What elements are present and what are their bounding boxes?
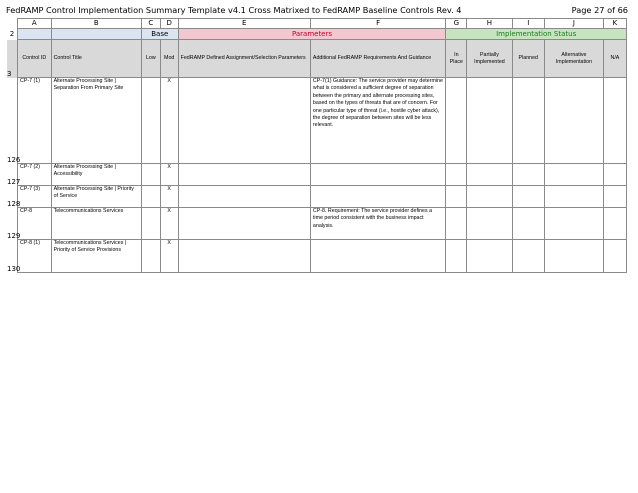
spreadsheet-table: [7, 18, 627, 273]
header-partially-implemented[interactable]: Partially Implemented: [467, 40, 512, 78]
cell-in-place[interactable]: [446, 78, 467, 164]
cell-low[interactable]: [141, 240, 160, 273]
cell-alternative-implementation[interactable]: [545, 78, 604, 164]
group-parameters[interactable]: Parameters: [178, 29, 446, 40]
cell-alternative-implementation[interactable]: [545, 208, 604, 240]
column-letter-j[interactable]: J: [545, 19, 604, 29]
column-letter-a[interactable]: A: [18, 19, 52, 29]
cell-planned[interactable]: [512, 208, 545, 240]
header-assignment-parameters[interactable]: FedRAMP Defined Assignment/Selection Parameters: [178, 40, 310, 78]
group-cell-blank[interactable]: [18, 29, 52, 40]
column-letter-row: [7, 19, 627, 29]
cell-control-id[interactable]: CP-7 (2): [18, 164, 52, 186]
cell-control-id[interactable]: CP-8 (1): [18, 240, 52, 273]
document-header: [6, 3, 632, 17]
column-header-row: [7, 40, 627, 78]
row-number: 2: [7, 29, 18, 40]
table-row: [7, 208, 627, 240]
header-alternative-implementation[interactable]: Alternative Implementation: [545, 40, 604, 78]
column-letter-h[interactable]: H: [467, 19, 512, 29]
cell-planned[interactable]: [512, 78, 545, 164]
column-letter-b[interactable]: B: [51, 19, 141, 29]
row-number: 3: [7, 40, 18, 78]
cell-na[interactable]: [603, 78, 626, 164]
cell-mod[interactable]: X: [160, 164, 178, 186]
cell-low[interactable]: [141, 78, 160, 164]
cell-na[interactable]: [603, 240, 626, 273]
cell-planned[interactable]: [512, 164, 545, 186]
column-letter-c[interactable]: C: [141, 19, 160, 29]
cell-control-id[interactable]: CP-8: [18, 208, 52, 240]
cell-partially-implemented[interactable]: [467, 164, 512, 186]
column-letter-i[interactable]: I: [512, 19, 545, 29]
cell-assignment[interactable]: [178, 164, 310, 186]
table-row: [7, 186, 627, 208]
cell-alternative-implementation[interactable]: [545, 240, 604, 273]
cell-guidance[interactable]: CP-8. Requirement: The service provider defines a time period consistent with the business impact analysis.: [310, 208, 445, 240]
row-number: 129: [7, 208, 18, 240]
cell-guidance[interactable]: CP-7(1) Guidance: The service provider may determine what is considered a sufficient degree of separation between the primary and alternate processing sites, based on the types of threats that are of concern. For one particular type of threat (i.e., hostile cyber attack), the degree of separation between sites will be less relevant.: [310, 78, 445, 164]
group-header-row: [7, 29, 627, 40]
header-control-id[interactable]: Control ID: [18, 40, 52, 78]
cell-mod[interactable]: X: [160, 208, 178, 240]
header-low[interactable]: Low: [141, 40, 160, 78]
cell-control-id[interactable]: CP-7 (3): [18, 186, 52, 208]
cell-planned[interactable]: [512, 240, 545, 273]
row-number: 127: [7, 164, 18, 186]
table-row: [7, 240, 627, 273]
cell-control-title[interactable]: Telecommunications Services: [51, 208, 141, 240]
header-in-place[interactable]: In Place: [446, 40, 467, 78]
column-letter-e[interactable]: E: [178, 19, 310, 29]
column-letter-d[interactable]: D: [160, 19, 178, 29]
cell-low[interactable]: [141, 186, 160, 208]
cell-partially-implemented[interactable]: [467, 240, 512, 273]
row-number: 130: [7, 240, 18, 273]
cell-guidance[interactable]: [310, 164, 445, 186]
cell-control-title[interactable]: Telecommunications Services | Priority of Service Provisions: [51, 240, 141, 273]
header-na[interactable]: N/A: [603, 40, 626, 78]
cell-na[interactable]: [603, 186, 626, 208]
cell-assignment[interactable]: [178, 186, 310, 208]
cell-na[interactable]: [603, 208, 626, 240]
cell-guidance[interactable]: [310, 186, 445, 208]
header-planned[interactable]: Planned: [512, 40, 545, 78]
row-number: 126: [7, 78, 18, 164]
cell-control-title[interactable]: Alternate Processing Site | Separation From Primary Site: [51, 78, 141, 164]
table-row: [7, 164, 627, 186]
page-number: Page 27 of 66: [571, 5, 628, 15]
cell-assignment[interactable]: [178, 78, 310, 164]
cell-low[interactable]: [141, 164, 160, 186]
corner-cell: [7, 19, 18, 29]
cell-assignment[interactable]: [178, 208, 310, 240]
cell-in-place[interactable]: [446, 240, 467, 273]
row-number: 128: [7, 186, 18, 208]
document-title: FedRAMP Control Implementation Summary Template v4.1 Cross Matrixed to FedRAMP Baseline Controls Rev. 4: [6, 5, 462, 15]
group-base[interactable]: Base: [141, 29, 178, 40]
cell-alternative-implementation[interactable]: [545, 164, 604, 186]
cell-mod[interactable]: X: [160, 240, 178, 273]
cell-na[interactable]: [603, 164, 626, 186]
column-letter-k[interactable]: K: [603, 19, 626, 29]
header-mod[interactable]: Mod: [160, 40, 178, 78]
group-cell-blank[interactable]: [51, 29, 141, 40]
cell-low[interactable]: [141, 208, 160, 240]
cell-partially-implemented[interactable]: [467, 208, 512, 240]
cell-control-title[interactable]: Alternate Processing Site | Priority of Service: [51, 186, 141, 208]
cell-alternative-implementation[interactable]: [545, 186, 604, 208]
column-letter-f[interactable]: F: [310, 19, 445, 29]
column-letter-g[interactable]: G: [446, 19, 467, 29]
cell-assignment[interactable]: [178, 240, 310, 273]
cell-partially-implemented[interactable]: [467, 186, 512, 208]
cell-control-id[interactable]: CP-7 (1): [18, 78, 52, 164]
cell-guidance[interactable]: [310, 240, 445, 273]
cell-control-title[interactable]: Alternate Processing Site | Accessibility: [51, 164, 141, 186]
header-control-title[interactable]: Control Title: [51, 40, 141, 78]
group-implementation-status[interactable]: Implementation Status: [446, 29, 627, 40]
cell-mod[interactable]: X: [160, 186, 178, 208]
cell-in-place[interactable]: [446, 164, 467, 186]
table-row: [7, 78, 627, 164]
header-additional-guidance[interactable]: Additional FedRAMP Requirements And Guidance: [310, 40, 445, 78]
cell-mod[interactable]: X: [160, 78, 178, 164]
cell-planned[interactable]: [512, 186, 545, 208]
cell-in-place[interactable]: [446, 208, 467, 240]
cell-in-place[interactable]: [446, 186, 467, 208]
cell-partially-implemented[interactable]: [467, 78, 512, 164]
